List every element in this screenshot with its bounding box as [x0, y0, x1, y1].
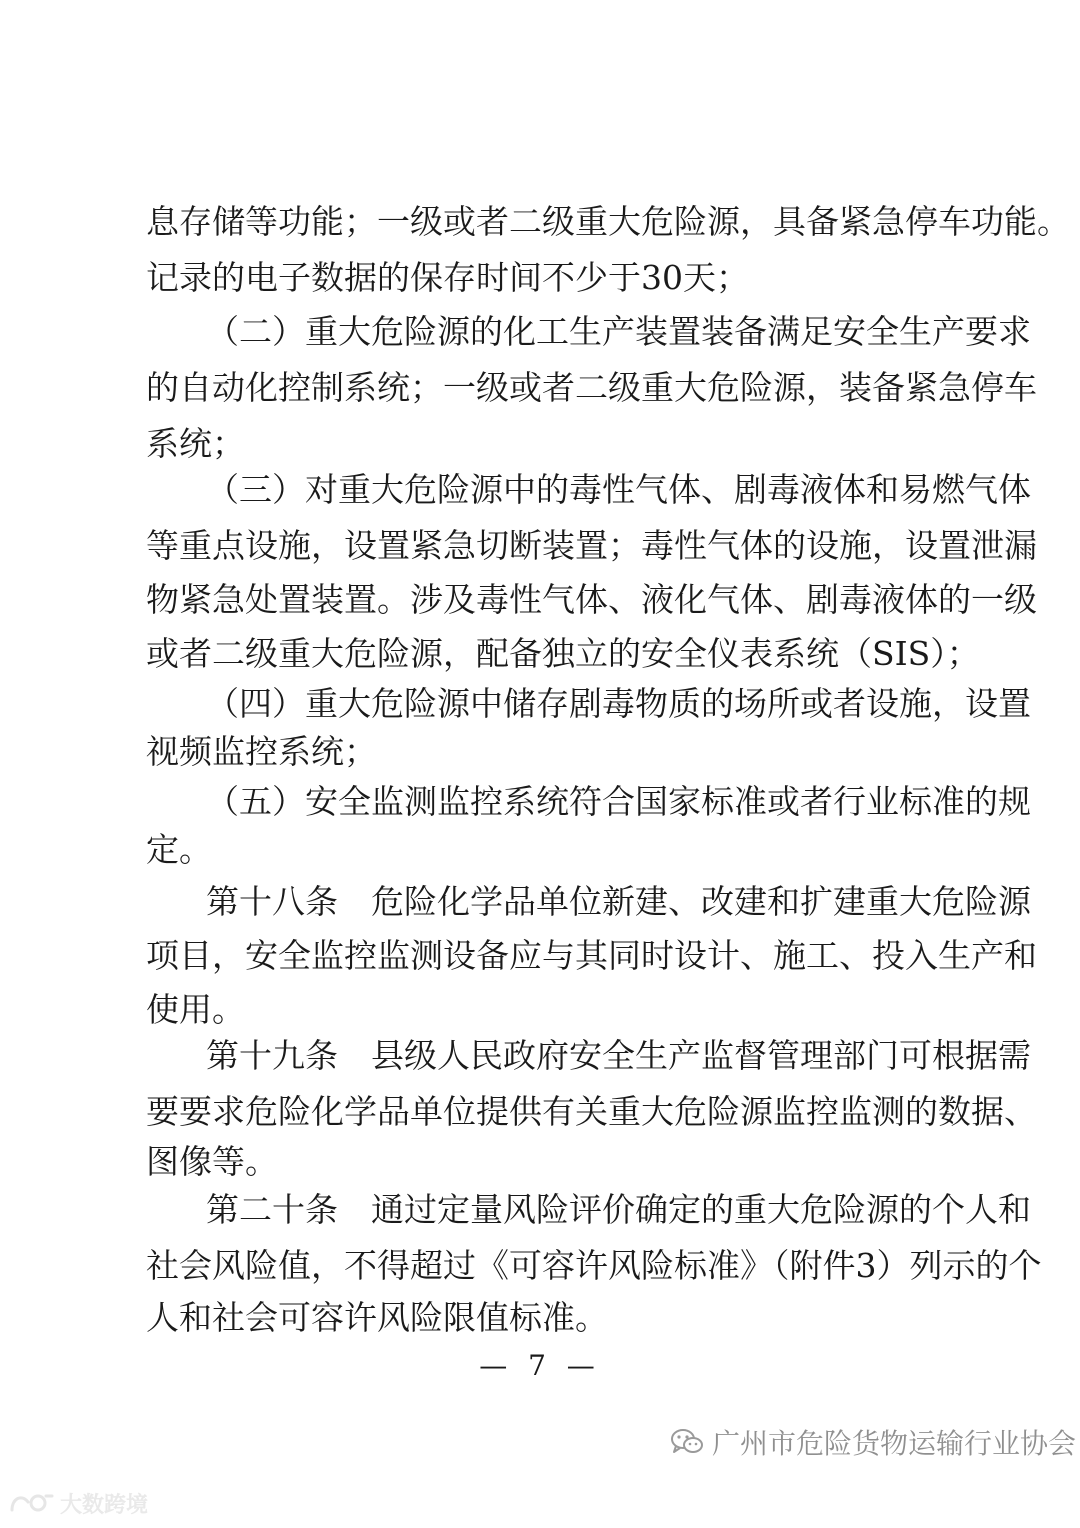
text-line: 系统； — [146, 424, 245, 463]
text-line: （五）安全监测监控系统符合国家标准或者行业标准的规 — [206, 782, 1031, 821]
text-line: 第十八条 危险化学品单位新建、改建和扩建重大危险源 — [206, 882, 1031, 921]
text-line: 要要求危险化学品单位提供有关重大危险源监控监测的数据、 — [146, 1092, 1037, 1131]
text-line: 使用。 — [146, 990, 245, 1029]
text-line: 等重点设施，设置紧急切断装置；毒性气体的设施，设置泄漏 — [146, 526, 1037, 565]
text-line: 或者二级重大危险源，配备独立的安全仪表系统（SIS）； — [146, 634, 980, 673]
brand-logo-icon — [8, 1490, 56, 1516]
text-line: 第二十条 通过定量风险评价确定的重大危险源的个人和 — [206, 1190, 1031, 1229]
text-line: （四）重大危险源中储存剧毒物质的场所或者设施，设置 — [206, 684, 1031, 723]
text-line: 人和社会可容许风险限值标准。 — [146, 1298, 608, 1337]
text-line: 物紧急处置装置。涉及毒性气体、液化气体、剧毒液体的一级 — [146, 580, 1037, 619]
text-line: （三）对重大危险源中的毒性气体、剧毒液体和易燃气体 — [206, 470, 1031, 509]
text-line: 的自动化控制系统；一级或者二级重大危险源，装备紧急停车 — [146, 368, 1037, 407]
text-line: 第十九条 县级人民政府安全生产监督管理部门可根据需 — [206, 1036, 1031, 1075]
corner-brand-name: 大数跨境 — [60, 1492, 149, 1518]
text-line: 记录的电子数据的保存时间不少于30天； — [146, 258, 749, 297]
wechat-watermark — [670, 1422, 1076, 1462]
corner-watermark — [8, 1486, 148, 1520]
text-line: 视频监控系统； — [146, 732, 377, 771]
text-line: 息存储等功能；一级或者二级重大危险源，具备紧急停车功能。 — [146, 202, 1070, 241]
wechat-icon — [670, 1427, 704, 1457]
wechat-account-name: 广州市危险货物运输行业协会 — [712, 1427, 1077, 1460]
text-line: 项目，安全监控监测设备应与其同时设计、施工、投入生产和 — [146, 936, 1037, 975]
text-line: （二）重大危险源的化工生产装置装备满足安全生产要求 — [206, 312, 1031, 351]
text-line: 图像等。 — [146, 1142, 278, 1181]
text-line: 社会风险值，不得超过《可容许风险标准》（附件3）列示的个 — [146, 1246, 1042, 1285]
page-number: — 7 — — [479, 1349, 601, 1382]
text-line: 定。 — [146, 830, 212, 869]
